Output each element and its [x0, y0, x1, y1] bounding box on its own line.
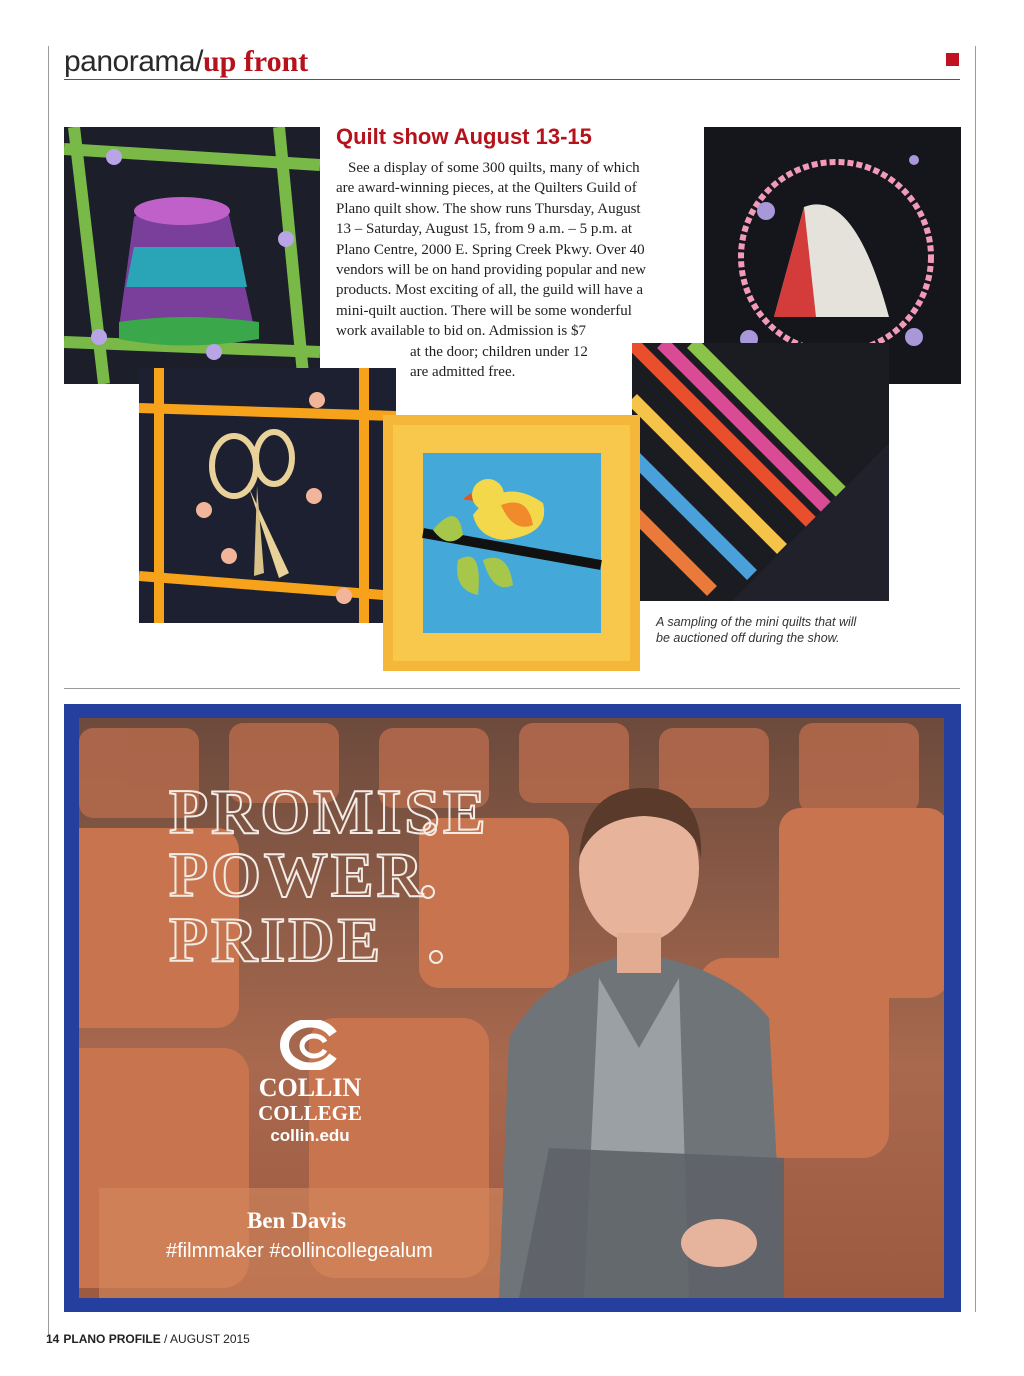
article-headline: Quilt show August 13-15 — [336, 124, 592, 149]
slogan-line-promise: PROMISE — [169, 776, 489, 847]
publication-name: PLANO PROFILE — [63, 1332, 161, 1346]
body-line: mini-quilt auction. There will be some wonderful — [336, 302, 632, 319]
body-line: are admitted free. — [410, 364, 516, 381]
college-name — [249, 1073, 371, 1125]
caption-line: A sampling of the mini quilts that will — [656, 615, 857, 629]
alum-name: Ben Davis — [247, 1208, 347, 1233]
quilt-bird-image — [383, 415, 640, 671]
body-line: products. Most exciting of all, the guild will have a — [336, 282, 644, 299]
body-line: See a display of some 300 quilts, many of which — [348, 160, 640, 176]
section-title — [64, 42, 308, 82]
college-url: collin.edu — [270, 1126, 350, 1145]
body-line: work available to bid on. Admission is $7 — [336, 323, 586, 340]
ad-photo — [79, 718, 944, 1298]
slogan-line-pride: PRIDE — [169, 904, 384, 975]
section-divider — [64, 688, 960, 689]
page-folio — [46, 1332, 250, 1346]
body-line: Plano Centre, 2000 E. Spring Creek Pkwy. Over 40 — [336, 241, 645, 258]
collin-college-logo-icon — [279, 1020, 339, 1070]
collin-college-ad — [64, 704, 961, 1312]
body-line: Plano quilt show. The show runs Thursday, August — [336, 200, 641, 217]
section-marker-square — [946, 53, 959, 66]
body-line: at the door; children under 12 — [410, 343, 588, 360]
left-margin-rule — [48, 46, 49, 1336]
article-body — [336, 158, 696, 382]
quilt-thimble-image — [64, 127, 320, 384]
body-line: 13 – Saturday, August 15, from 9 a.m. – 5 p.m. at — [336, 221, 633, 238]
page-number: 14 — [46, 1332, 60, 1346]
caption-line: be auctioned off during the show. — [656, 631, 840, 645]
photo-caption — [656, 614, 916, 646]
issue-date: / AUGUST 2015 — [160, 1332, 250, 1346]
slogan-dot — [423, 822, 437, 836]
slogan-dot — [421, 885, 435, 899]
quilt-scissors-image — [139, 368, 396, 623]
alum-hashtags: #filmmaker #collincollegealum — [166, 1240, 433, 1262]
college-name-line1: COLLIN — [258, 1073, 362, 1102]
body-line: vendors will be on hand providing popular and new — [336, 262, 646, 279]
slogan-line-power: POWER — [169, 839, 426, 910]
body-line: are award-winning pieces, at the Quilters Guild of — [336, 180, 637, 197]
slogan-dot — [429, 950, 443, 964]
right-margin-rule — [975, 46, 976, 1312]
college-name-line2: COLLEGE — [258, 1101, 362, 1125]
section-title-bold: up front — [202, 45, 309, 78]
section-title-light: panorama/ — [64, 45, 203, 78]
header-rule — [64, 79, 960, 80]
